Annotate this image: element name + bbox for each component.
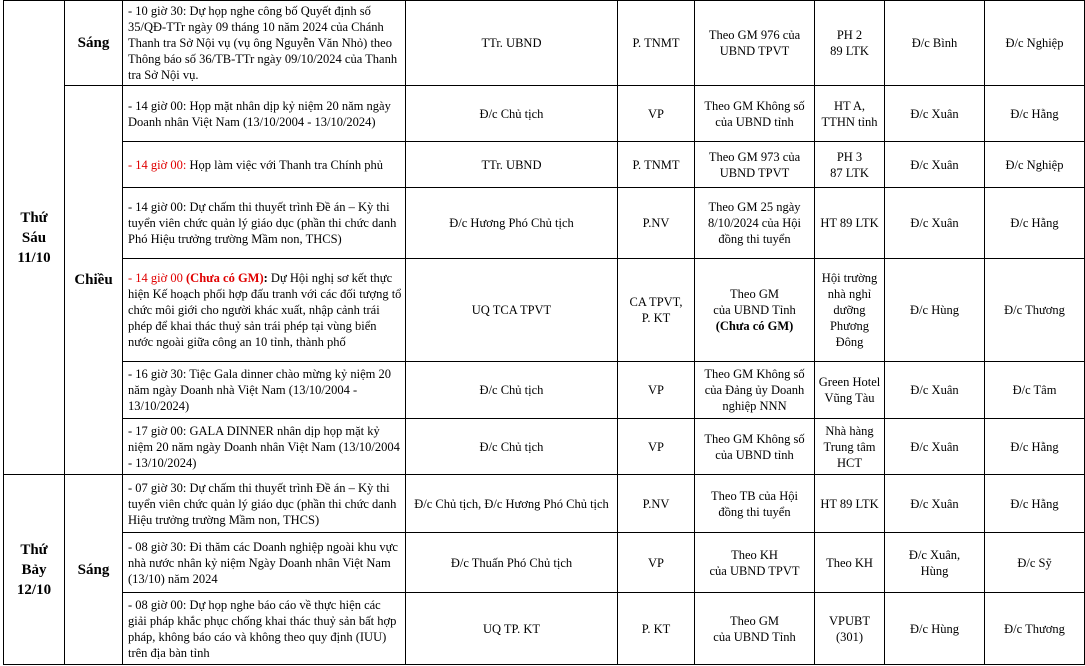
day-cell-saturday — [4, 475, 65, 665]
event-place: HT 89 LTK — [815, 475, 885, 533]
event-chair: UQ TP. KT — [406, 593, 618, 665]
table-row — [4, 533, 1085, 593]
event-place: PH 2 89 LTK — [815, 1, 885, 86]
table-row — [4, 475, 1085, 533]
event-person-1: Đ/c Xuân — [885, 142, 985, 188]
event-basis: Theo GM 976 của UBND TPVT — [695, 1, 815, 86]
session-morning: Sáng — [65, 1, 123, 86]
event-person-2: Đ/c Thương — [985, 593, 1085, 665]
event-basis-text: Theo GM của UBND Tỉnh — [713, 287, 796, 317]
event-content: - 14 giờ 00: Họp mặt nhân dịp kỷ niệm 20 năm ngày Doanh nhân Việt Nam (13/10/2004 - 13/10/2024) — [123, 86, 406, 142]
event-place: VPUBT (301) — [815, 593, 885, 665]
event-prep: VP — [618, 362, 695, 419]
event-person-1: Đ/c Xuân — [885, 475, 985, 533]
event-place: Nhà hàng Trung tâm HCT — [815, 419, 885, 475]
event-person-2: Đ/c Nghiệp — [985, 142, 1085, 188]
event-place: Theo KH — [815, 533, 885, 593]
event-person-1: Đ/c Xuân, Hùng — [885, 533, 985, 593]
event-prep: P. TNMT — [618, 142, 695, 188]
event-person-1: Đ/c Xuân — [885, 188, 985, 259]
event-prep: VP — [618, 533, 695, 593]
table-row — [4, 142, 1085, 188]
event-person-2: Đ/c Hằng — [985, 475, 1085, 533]
event-chair: TTr. UBND — [406, 142, 618, 188]
event-place: HT A, TTHN tỉnh — [815, 86, 885, 142]
event-content: - 16 giờ 30: Tiệc Gala dinner chào mừng kỷ niệm 20 năm ngày Doanh nhà Việt Nam (13/10/2004 - 13/10/2024) — [123, 362, 406, 419]
event-person-2: Đ/c Hằng — [985, 188, 1085, 259]
event-chair: Đ/c Chủ tịch — [406, 419, 618, 475]
event-place: Hội trường nhà nghỉ dưỡng Phương Đông — [815, 259, 885, 362]
event-colon: : — [263, 271, 268, 285]
event-prep: P. KT — [618, 593, 695, 665]
event-chair: Đ/c Hương Phó Chủ tịch — [406, 188, 618, 259]
event-place: Green Hotel Vũng Tàu — [815, 362, 885, 419]
event-content: - 17 giờ 00: GALA DINNER nhân dịp họp mặt kỷ niệm 20 năm ngày Doanh nhân Việt Nam (13/10/2004 - 13/10/2024) — [123, 419, 406, 475]
event-prep: P.NV — [618, 475, 695, 533]
event-basis: Theo GM 25 ngày 8/10/2024 của Hội đồng thi tuyển — [695, 188, 815, 259]
schedule-table — [3, 0, 1085, 665]
table-row — [4, 188, 1085, 259]
event-content — [123, 142, 406, 188]
event-basis: Theo GM Không số của UBND tỉnh — [695, 419, 815, 475]
event-time-highlight: - 14 giờ 00: — [128, 157, 187, 172]
event-person-2: Đ/c Sỹ — [985, 533, 1085, 593]
event-chair: TTr. UBND — [406, 1, 618, 86]
event-place: PH 3 87 LTK — [815, 142, 885, 188]
event-content — [123, 259, 406, 362]
event-person-2: Đ/c Hằng — [985, 419, 1085, 475]
event-person-2: Đ/c Tâm — [985, 362, 1085, 419]
day-label: Thứ — [20, 541, 48, 558]
event-chair: Đ/c Chủ tịch, Đ/c Hương Phó Chủ tịch — [406, 475, 618, 533]
day-date: 11/10 — [17, 249, 51, 266]
event-person-1: Đ/c Bình — [885, 1, 985, 86]
event-chair: Đ/c Chủ tịch — [406, 86, 618, 142]
event-content: - 08 giờ 00: Dự họp nghe báo cáo về thực hiện các giải pháp khắc phục chống khai thác thuỷ sản bất hợp pháp, không báo cáo và không theo quy định (IUU) trên địa bàn tỉnh — [123, 593, 406, 665]
event-place: HT 89 LTK — [815, 188, 885, 259]
no-invitation-note: (Chưa có GM) — [186, 271, 264, 285]
event-basis: Theo KH của UBND TPVT — [695, 533, 815, 593]
day-cell-friday — [4, 1, 65, 475]
event-prep: CA TPVT, P. KT — [618, 259, 695, 362]
event-content: - 08 giờ 30: Đi thăm các Doanh nghiệp ngoài khu vực nhà nước nhân kỷ niệm Ngày Doanh nhân Việt Nam (13/10) năm 2024 — [123, 533, 406, 593]
day-label: Thứ — [20, 209, 48, 226]
event-chair: Đ/c Thuấn Phó Chủ tịch — [406, 533, 618, 593]
event-content: - 07 giờ 30: Dự chấm thi thuyết trình Đề án – Kỳ thi tuyển viên chức quản lý giáo dục (phần thi chức danh Hiệu trưởng trường Mầm non, THCS) — [123, 475, 406, 533]
day-date: 12/10 — [16, 581, 52, 598]
event-basis: Theo GM Không số của UBND tỉnh — [695, 86, 815, 142]
event-prep: P. TNMT — [618, 1, 695, 86]
event-person-1: Đ/c Hùng — [885, 259, 985, 362]
day-name: Bảy — [21, 561, 47, 578]
event-content: - 10 giờ 30: Dự họp nghe công bố Quyết định số 35/QĐ-TTr ngày 09 tháng 10 năm 2024 của Chánh Thanh tra Sở Nội vụ (vụ ông Nguyễn Văn Nhỏ) theo Thông báo số 36/TB-TTr ngày 09/10/2024 của Thanh tra Sở Nội vụ. — [123, 1, 406, 86]
table-row — [4, 1, 1085, 86]
event-chair: Đ/c Chủ tịch — [406, 362, 618, 419]
event-basis — [695, 259, 815, 362]
event-person-2: Đ/c Nghiệp — [985, 1, 1085, 86]
table-row — [4, 259, 1085, 362]
session-afternoon: Chiều — [65, 86, 123, 475]
event-content: - 14 giờ 00: Dự chấm thi thuyết trình Đề án – Kỳ thi tuyển viên chức quản lý giáo dục (phần thi chức danh Phó Hiệu trưởng trường Mầm non, THCS) — [123, 188, 406, 259]
event-chair: UQ TCA TPVT — [406, 259, 618, 362]
session-morning: Sáng — [65, 475, 123, 665]
event-person-1: Đ/c Xuân — [885, 86, 985, 142]
day-name: Sáu — [21, 229, 47, 246]
event-prep: VP — [618, 86, 695, 142]
event-person-1: Đ/c Xuân — [885, 362, 985, 419]
event-text: Dự Hội nghị sơ kết thực hiện Kế hoạch phối hợp đấu tranh với các đối tượng tổ chức môi giới cho người khác xuất, nhập cảnh trái phép để khai thác thuỷ sản trái phép tại vùng biển nước ngoài giữa công an 10 tỉnh, thành phố — [128, 271, 402, 349]
event-basis: Theo TB của Hội đồng thi tuyển — [695, 475, 815, 533]
event-text: Họp làm việc với Thanh tra Chính phủ — [186, 157, 383, 172]
table-row — [4, 593, 1085, 665]
event-prep: P.NV — [618, 188, 695, 259]
event-basis: Theo GM 973 của UBND TPVT — [695, 142, 815, 188]
table-row — [4, 419, 1085, 475]
event-basis: Theo GM của UBND Tỉnh — [695, 593, 815, 665]
event-person-2: Đ/c Hằng — [985, 86, 1085, 142]
event-person-1: Đ/c Hùng — [885, 593, 985, 665]
event-basis-note: (Chưa có GM) — [715, 319, 794, 333]
table-row — [4, 362, 1085, 419]
event-prep: VP — [618, 419, 695, 475]
event-basis: Theo GM Không số của Đảng ủy Doanh nghiệp NNN — [695, 362, 815, 419]
event-person-1: Đ/c Xuân — [885, 419, 985, 475]
event-time-highlight: - 14 giờ 00 — [128, 271, 186, 285]
table-row — [4, 86, 1085, 142]
event-person-2: Đ/c Thương — [985, 259, 1085, 362]
